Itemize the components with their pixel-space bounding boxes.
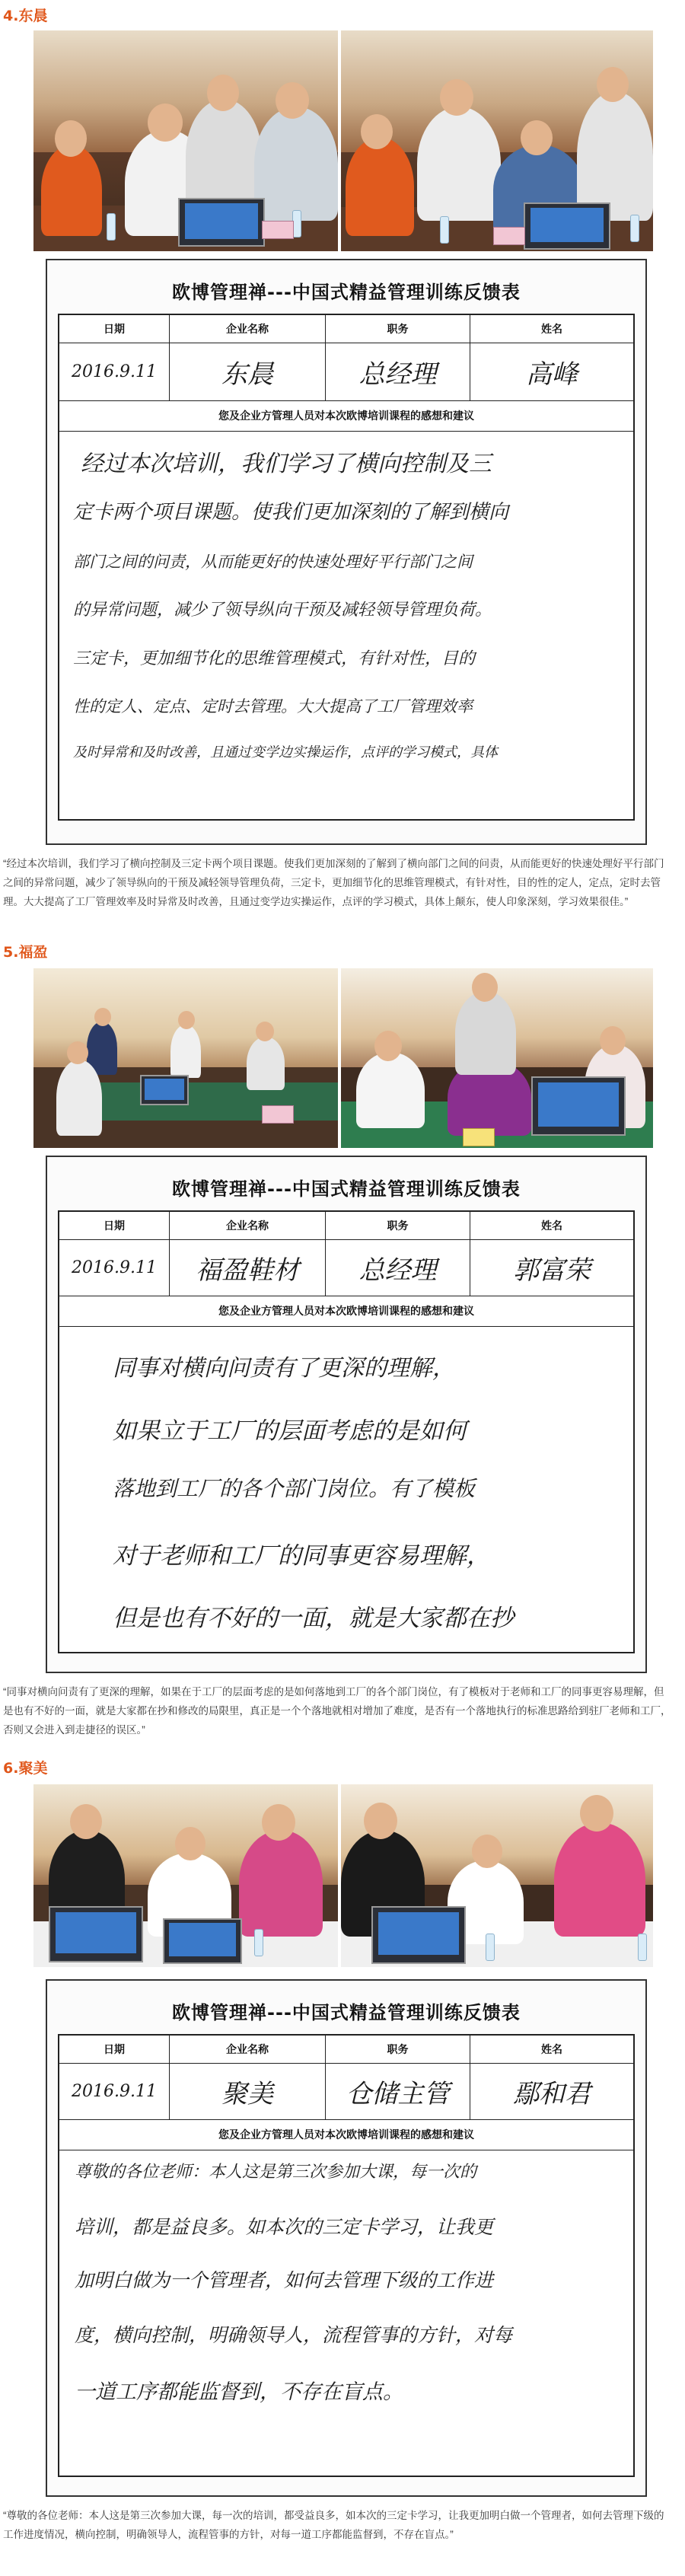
- training-photo: [341, 968, 653, 1148]
- header-position: 职务: [387, 1220, 409, 1232]
- handwritten-line: 三定卡，更加细节化的思维管理模式，有针对性，目的: [73, 649, 476, 668]
- header-company: 企业名称: [226, 2044, 269, 2056]
- header-company: 企业名称: [226, 1220, 269, 1232]
- date-value: 2016.9.11: [72, 362, 157, 381]
- handwritten-line: 对于老师和工厂的同事更容易理解，: [113, 1542, 490, 1570]
- feedback-caption: “经过本次培训，我们学习了横向控制及三定卡两个项目课题。使我们更加深刻的了解到了横向部门之间的问责，从而能更好的快速处理好平行部门之间的异常问题，减少了领导纵向的干预及减轻领导管理负荷，三定卡，更加细节化的思维管理模式，有针对性，目的性的定人，定点，定时去管理。大大提高了工厂管理效率及时异常及时改善，且通过变学边实操运作，点评的学习模式，具体上颠东，使人印象深刻，学习效果很佳。”: [3, 858, 664, 907]
- form-header-row: [59, 2036, 633, 2064]
- handwritten-line: 性的定人、定点、定时去管理。大大提高了工厂管理效率: [73, 697, 473, 716]
- form-subtitle: 您及企业方管理人员对本次欧博培训课程的感想和建议: [218, 2129, 474, 2141]
- name-value: 高峰: [526, 359, 578, 390]
- feedback-form: [46, 259, 647, 845]
- handwritten-line: 加明白做为一个管理者，如何去管理下级的工作进: [75, 2269, 494, 2291]
- handwritten-feedback: [59, 431, 633, 819]
- header-name: 姓名: [541, 324, 562, 336]
- form-title: 欧博管理禅---中国式精益管理训练反馈表: [172, 2002, 521, 2023]
- header-date: 日期: [104, 2044, 125, 2056]
- handwritten-feedback: [59, 2150, 633, 2476]
- form-title: 欧博管理禅---中国式精益管理训练反馈表: [172, 282, 521, 303]
- feedback-caption: “尊敬的各位老师：本人这是第三次参加大课，每一次的培训，都受益良多，如本次的三定卡学习，让我更加明白做一个管理者，如何去管理下级的工作进度情况，横向控制，明确领导人，流程管事的方针，对每一道工序都能监督到，不存在盲点。”: [3, 2510, 664, 2540]
- company-value: 东晨: [221, 359, 273, 390]
- form-value-row: [59, 343, 633, 401]
- training-photo: [341, 30, 653, 251]
- handwritten-line: 经过本次培训，我们学习了横向控制及三: [81, 451, 492, 477]
- form-header-row: [59, 1212, 633, 1240]
- position-value: 总经理: [358, 1255, 437, 1286]
- header-date: 日期: [104, 324, 125, 336]
- header-date: 日期: [104, 1220, 125, 1232]
- training-photo: [33, 30, 338, 251]
- header-company: 企业名称: [226, 324, 269, 336]
- training-photo: [33, 968, 338, 1148]
- handwritten-line: 同事对横向问责有了更深的理解，: [113, 1355, 455, 1382]
- form-header-row: [59, 315, 633, 343]
- form-subtitle: 您及企业方管理人员对本次欧博培训课程的感想和建议: [218, 410, 474, 422]
- handwritten-line: 及时异常和及时改善，且通过变学边实操运作，点评的学习模式，具体: [73, 744, 498, 760]
- form-subtitle: 您及企业方管理人员对本次欧博培训课程的感想和建议: [218, 1306, 474, 1318]
- date-value: 2016.9.11: [72, 2081, 157, 2101]
- header-name: 姓名: [541, 1220, 562, 1232]
- position-value: 总经理: [358, 359, 437, 390]
- training-photo: [341, 1784, 653, 1967]
- section-title: 5.福盈: [3, 944, 48, 961]
- feedback-form: [46, 1979, 647, 2497]
- form-title: 欧博管理禅---中国式精益管理训练反馈表: [172, 1178, 521, 1200]
- handwritten-line: 培训，都是益良多。如本次的三定卡学习，让我更: [75, 2216, 494, 2238]
- name-value: 郭富荣: [513, 1255, 591, 1286]
- company-value: 福盈鞋材: [196, 1255, 299, 1286]
- header-name: 姓名: [541, 2044, 562, 2056]
- feedback-section: [0, 0, 685, 936]
- form-value-row: [59, 1239, 633, 1296]
- handwritten-line: 的异常问题，减少了领导纵向干预及减轻领导管理负荷。: [73, 601, 492, 620]
- feedback-section: [0, 936, 685, 1751]
- feedback-section: [0, 1751, 685, 2576]
- handwritten-line: 如果立于工厂的层面考虑的是如何: [113, 1417, 467, 1445]
- form-value-row: [59, 2063, 633, 2120]
- name-value: 鄢和君: [513, 2078, 591, 2109]
- handwritten-line: 但是也有不好的一面，就是大家都在抄: [113, 1605, 514, 1632]
- handwritten-line: 部门之间的问责，从而能更好的快速处理好平行部门之间: [73, 553, 473, 571]
- section-title: 4.东晨: [3, 8, 48, 24]
- feedback-caption: “同事对横向问责有了更深的理解，如果在于工厂的层面考虑的是如何落地到工厂的各个部门岗位，有了模板对于老师和工厂的同事更容易理解，但是也有不好的一面，就是大家都在抄和修改的局限里，真正是一个个落地就相对增加了难度，是否有一个落地执行的标准思路给到驻厂老师和工厂，否则又会进入到走捷径的误区。”: [3, 1686, 671, 1736]
- header-position: 职务: [387, 2044, 409, 2056]
- handwritten-line: 落地到工厂的各个部门岗位。有了模板: [113, 1476, 476, 1501]
- handwritten-line: 定卡两个项目课题。使我们更加深刻的了解到横向: [73, 501, 509, 524]
- training-photo: [33, 1784, 338, 1967]
- position-value: 仓储主管: [346, 2078, 450, 2109]
- handwritten-line: 尊敬的各位老师：本人这是第三次参加大课，每一次的: [75, 2163, 477, 2182]
- handwritten-line: 度，横向控制，明确领导人，流程管事的方针，对每: [75, 2324, 513, 2346]
- section-title: 6.聚美: [3, 1760, 48, 1777]
- feedback-form: [46, 1156, 647, 1673]
- header-position: 职务: [387, 324, 409, 336]
- handwritten-feedback: [59, 1326, 633, 1652]
- company-value: 聚美: [221, 2078, 273, 2109]
- date-value: 2016.9.11: [72, 1258, 157, 1277]
- handwritten-line: 一道工序都能监督到，不存在盲点。: [75, 2380, 403, 2404]
